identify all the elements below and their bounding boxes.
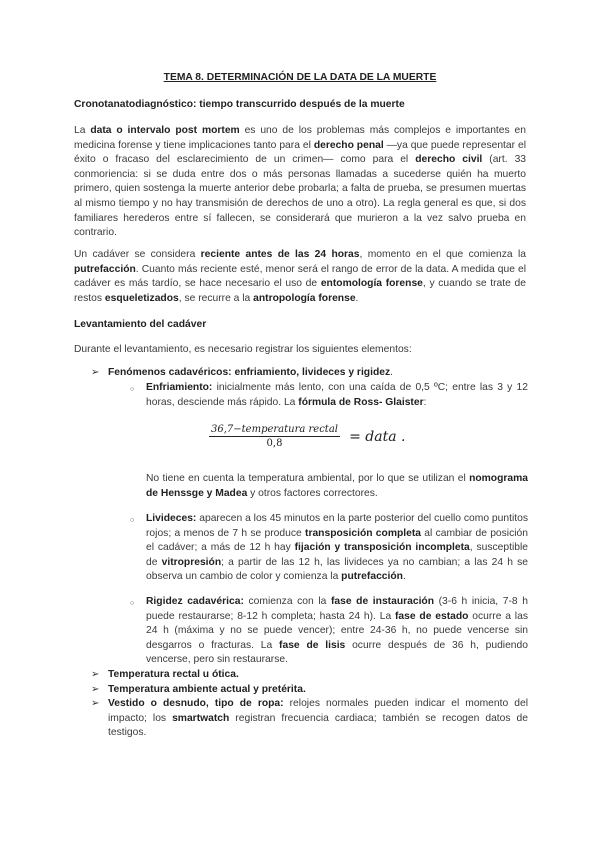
arrow-bullet-icon: ➢: [91, 367, 100, 378]
document-title: TEMA 8. DETERMINACIÓN DE LA DATA DE LA MUERTE: [163, 72, 437, 83]
formula-denominator: 0,8: [266, 438, 283, 449]
arrow-bullet-icon: ➢: [91, 698, 100, 709]
paragraph-levantamiento-intro: Durante el levantamiento, es necesario registrar los siguientes elementos:: [74, 344, 412, 355]
bullet-temperatura-ambiente: Temperatura ambiente actual y pretérita.: [108, 684, 306, 695]
subitem-enfriamiento: Enfriamiento: inicialmente más lento, con una caída de 0,5 ºC; entre las 3 y 12 horas, desciende más rápido. La fórmula de Ross- Glaister:: [146, 382, 528, 408]
note-henssge: No tiene en cuenta la temperatura ambiental, por lo que se utilizan el nomograma de Henssge y Madea y otros factores correctores.: [146, 473, 528, 499]
formula-numerator: 36,7−temperatura rectal: [211, 424, 338, 435]
paragraph-data-post-mortem: La data o intervalo post mortem es uno de los problemas más complejos e importantes en medicina forense y tiene implicaciones tanto para el derecho penal —ya que puede representar el éxito o fracaso del esclarecimiento de un crimen— como para el derecho civil (art. 33 conmoriencia: si se duda entre dos o más personas llamadas a sucederse quién ha muerto primero, quien sostenga la muerte anterior debe probarla; a falta de prueba, se presumen muertas al mismo tiempo y no hay transmisión de derechos de uno a otro). La regla general es que, si dos familiares herederos entre sí fallecen, se considerará que murieron a la vez salvo prueba en contrario.: [74, 125, 527, 239]
circle-bullet-icon: ○: [130, 600, 135, 607]
bullet-temperatura-rectal: Temperatura rectal u ótica.: [108, 669, 239, 680]
circle-bullet-icon: ○: [130, 386, 135, 393]
section-heading-cronotanato: Cronotanatodiagnóstico: tiempo transcurrido después de la muerte: [74, 99, 405, 110]
formula-result: = data .: [349, 428, 406, 445]
arrow-bullet-icon: ➢: [91, 684, 100, 695]
subitem-rigidez: Rigidez cadavérica: comienza con la fase de instauración (3-6 h inicia, 7-8 h puede restaurarse; 8-12 h completa; hasta 24 h). La fase de estado ocurre a las 24 h (máxima y no se puede vencer); entre 24-36 h, no puede vencerse sin desgarros o fracturas. La fase de lisis ocurre después de 36 h, pudiendo vencerse, pero sin restaurarse.: [146, 596, 528, 666]
arrow-bullet-icon: ➢: [91, 669, 100, 680]
paragraph-cadaver-reciente: Un cadáver se considera reciente antes de las 24 horas, momento en el que comienza la putrefacción. Cuanto más reciente esté, menor será el rango de error de la data. A medida que el cadáver es más tardío, se hace necesario el uso de entomología forense, y cuando se trate de restos esqueletizados, se recurre a la antropología forense.: [74, 249, 527, 304]
bullet-fenomenos: Fenómenos cadavéricos: enfriamiento, livideces y rigidez.: [108, 367, 393, 378]
subitem-livideces: Livideces: aparecen a los 45 minutos en la parte posterior del cuello como puntitos rojos; a menos de 7 h se produce transposición completa al cambiar de posición el cadáver; a más de 12 h hay fijación y transposición incompleta, susceptible de vitropresión; a partir de las 12 h, las livideces ya no cambian; a las 24 h se observa un cambio de color y comienza la putrefacción.: [146, 513, 528, 583]
section-heading-levantamiento: Levantamiento del cadáver: [74, 319, 207, 330]
circle-bullet-icon: ○: [130, 517, 135, 524]
bullet-vestido: Vestido o desnudo, tipo de ropa: relojes normales pueden indicar el momento del impacto; los smartwatch registran frecuencia cardiaca; también se recogen datos de testigos.: [108, 698, 529, 739]
ross-glaister-formula: [209, 424, 405, 449]
